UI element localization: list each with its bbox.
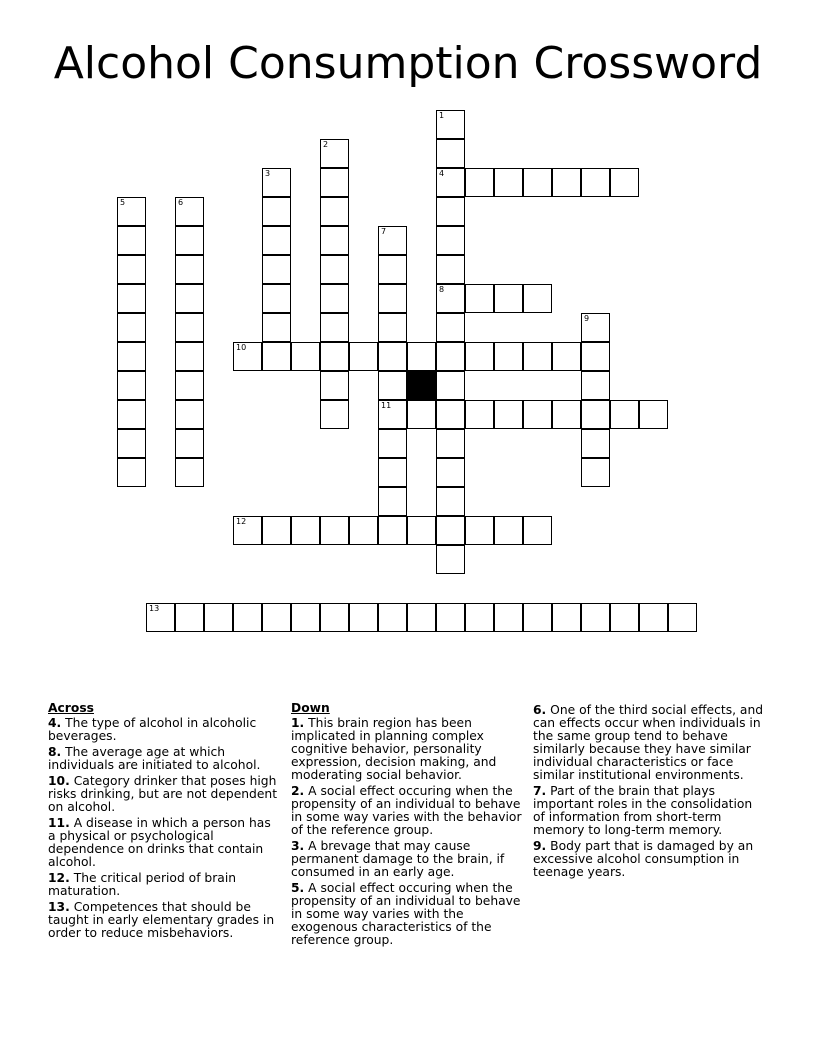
- crossword-cell[interactable]: [581, 400, 610, 429]
- crossword-cell[interactable]: [320, 226, 349, 255]
- crossword-cell[interactable]: [378, 429, 407, 458]
- crossword-cell[interactable]: [610, 400, 639, 429]
- crossword-cell[interactable]: [320, 139, 349, 168]
- crossword-cell[interactable]: [233, 603, 262, 632]
- crossword-cell[interactable]: [378, 371, 407, 400]
- crossword-cell[interactable]: [175, 255, 204, 284]
- crossword-cell[interactable]: [117, 197, 146, 226]
- crossword-cell[interactable]: [378, 313, 407, 342]
- crossword-cell[interactable]: [117, 429, 146, 458]
- crossword-cell[interactable]: [552, 603, 581, 632]
- crossword-cell[interactable]: [407, 516, 436, 545]
- crossword-cell[interactable]: [436, 400, 465, 429]
- crossword-cell[interactable]: [320, 313, 349, 342]
- crossword-cell[interactable]: [175, 226, 204, 255]
- clue-number: 3: [265, 169, 271, 178]
- clue-number: 13: [149, 604, 160, 613]
- crossword-cell[interactable]: [494, 342, 523, 371]
- crossword-cell[interactable]: [552, 168, 581, 197]
- crossword-cell[interactable]: [407, 603, 436, 632]
- across-clue: 4. The type of alcohol in alcoholic beverages.: [48, 716, 257, 743]
- clue-number: 10: [236, 343, 247, 352]
- crossword-cell[interactable]: [465, 168, 494, 197]
- crossword-cell[interactable]: [175, 400, 204, 429]
- crossword-cell[interactable]: [378, 516, 407, 545]
- clue-number: 2: [323, 140, 329, 149]
- crossword-cell[interactable]: [117, 400, 146, 429]
- crossword-cell[interactable]: [523, 603, 552, 632]
- crossword-cell[interactable]: [320, 400, 349, 429]
- crossword-cell[interactable]: [436, 255, 465, 284]
- crossword-cell[interactable]: [465, 516, 494, 545]
- crossword-cell[interactable]: [320, 371, 349, 400]
- crossword-cell[interactable]: [436, 197, 465, 226]
- crossword-cell[interactable]: [262, 255, 291, 284]
- crossword-cell[interactable]: [378, 342, 407, 371]
- down-clue: 2. A social effect occuring when the propensity of an individual to behave in some way varies with the behavior of the reference group.: [291, 784, 522, 837]
- crossword-cell[interactable]: [581, 458, 610, 487]
- crossword-cell[interactable]: [610, 168, 639, 197]
- crossword-cell[interactable]: [117, 313, 146, 342]
- crossword-cell[interactable]: [320, 168, 349, 197]
- crossword-cell[interactable]: [175, 603, 204, 632]
- crossword-cell[interactable]: [349, 603, 378, 632]
- crossword-cell[interactable]: [581, 168, 610, 197]
- crossword-cell[interactable]: [175, 284, 204, 313]
- down-clue: 9. Body part that is damaged by an excessive alcohol consumption in teenage years.: [533, 839, 754, 879]
- crossword-cell[interactable]: [291, 603, 320, 632]
- crossword-cell[interactable]: [407, 342, 436, 371]
- crossword-cell[interactable]: [436, 284, 465, 313]
- crossword-cell[interactable]: [262, 197, 291, 226]
- crossword-cell[interactable]: [233, 342, 262, 371]
- crossword-cell[interactable]: [378, 458, 407, 487]
- across-clue: 8. The average age at which individuals are initiated to alcohol.: [48, 745, 261, 772]
- crossword-cell[interactable]: [117, 284, 146, 313]
- crossword-cell[interactable]: [436, 516, 465, 545]
- clue-number: 12: [236, 517, 247, 526]
- crossword-cell[interactable]: [494, 516, 523, 545]
- crossword-cell[interactable]: [436, 313, 465, 342]
- clue-number: 5: [120, 198, 126, 207]
- crossword-cell[interactable]: [262, 168, 291, 197]
- clue-number: 7: [381, 227, 387, 236]
- down-clue: 3. A brevage that may cause permanent damage to the brain, if consumed in an early age.: [291, 839, 505, 879]
- clue-number: 1: [439, 111, 445, 120]
- crossword-cell[interactable]: [378, 255, 407, 284]
- crossword-cell[interactable]: [349, 516, 378, 545]
- clue-number: 9: [584, 314, 590, 323]
- crossword-cell[interactable]: [262, 284, 291, 313]
- crossword-cell[interactable]: [378, 603, 407, 632]
- across-heading: Across: [48, 701, 94, 715]
- across-clue: 12. The critical period of brain maturation.: [48, 871, 237, 898]
- crossword-cell[interactable]: [146, 603, 175, 632]
- crossword-cell[interactable]: [494, 168, 523, 197]
- crossword-cell[interactable]: [378, 284, 407, 313]
- crossword-cell[interactable]: [494, 400, 523, 429]
- crossword-cell[interactable]: [610, 603, 639, 632]
- crossword-cell[interactable]: [523, 400, 552, 429]
- crossword-cell[interactable]: [436, 168, 465, 197]
- crossword-cell[interactable]: [262, 516, 291, 545]
- crossword-cell[interactable]: [175, 342, 204, 371]
- crossword-cell[interactable]: [320, 603, 349, 632]
- crossword-cell[interactable]: [117, 371, 146, 400]
- crossword-cell[interactable]: [494, 603, 523, 632]
- crossword-cell[interactable]: [175, 429, 204, 458]
- crossword-cell[interactable]: [581, 429, 610, 458]
- crossword-cell[interactable]: [233, 516, 262, 545]
- filled-block: [407, 371, 436, 400]
- crossword-cell[interactable]: [320, 516, 349, 545]
- crossword-cell[interactable]: [175, 313, 204, 342]
- crossword-cell[interactable]: [117, 342, 146, 371]
- crossword-cell[interactable]: [320, 197, 349, 226]
- crossword-cell[interactable]: [494, 284, 523, 313]
- crossword-cell[interactable]: [668, 603, 697, 632]
- across-clue: 11. A disease in which a person has a physical or psychological dependence on drinks that contain alcohol.: [48, 816, 271, 869]
- crossword-cell[interactable]: [581, 603, 610, 632]
- crossword-cell[interactable]: [291, 342, 320, 371]
- crossword-cell[interactable]: [436, 342, 465, 371]
- crossword-cell[interactable]: [581, 313, 610, 342]
- crossword-cell[interactable]: [262, 226, 291, 255]
- down-heading: Down: [291, 701, 330, 715]
- crossword-cell[interactable]: [523, 342, 552, 371]
- crossword-cell[interactable]: [436, 110, 465, 139]
- crossword-cell[interactable]: [378, 226, 407, 255]
- page-title: Alcohol Consumption Crossword: [53, 38, 763, 89]
- clue-number: 6: [178, 198, 184, 207]
- crossword-cell[interactable]: [262, 603, 291, 632]
- crossword-cell[interactable]: [552, 342, 581, 371]
- crossword-cell[interactable]: [175, 458, 204, 487]
- crossword-cell[interactable]: [436, 139, 465, 168]
- crossword-cell[interactable]: [436, 226, 465, 255]
- across-clue: 10. Category drinker that poses high risks drinking, but are not dependent on alcohol.: [48, 774, 278, 814]
- crossword-cell[interactable]: [262, 313, 291, 342]
- crossword-cell[interactable]: [523, 284, 552, 313]
- crossword-cell[interactable]: [523, 516, 552, 545]
- across-clues: [48, 702, 280, 943]
- down-clue: 1. This brain region has been implicated in planning complex cognitive behavior, personality expression, decision making, and moderating social behavior.: [291, 716, 497, 782]
- crossword-cell[interactable]: [117, 458, 146, 487]
- crossword-cell[interactable]: [465, 284, 494, 313]
- down-clue: 5. A social effect occuring when the propensity of an individual to behave in some way varies with the exogenous characteristics of the reference group.: [291, 881, 521, 947]
- crossword-cell[interactable]: [320, 255, 349, 284]
- across-clue: 13. Competences that should be taught in early elementary grades in order to reduce misbehaviors.: [48, 900, 275, 940]
- down-clues: [291, 702, 523, 950]
- crossword-cell[interactable]: [436, 429, 465, 458]
- crossword-cell[interactable]: [407, 400, 436, 429]
- crossword-cell[interactable]: [204, 603, 233, 632]
- crossword-cell[interactable]: [262, 342, 291, 371]
- crossword-cell[interactable]: [378, 487, 407, 516]
- down-clue: 7. Part of the brain that plays important roles in the consolidation of information from short-term memory to long-term memory.: [533, 784, 753, 837]
- crossword-cell[interactable]: [117, 255, 146, 284]
- crossword-cell[interactable]: [378, 400, 407, 429]
- crossword-cell[interactable]: [581, 342, 610, 371]
- crossword-cell[interactable]: [639, 400, 668, 429]
- crossword-cell[interactable]: [349, 342, 378, 371]
- crossword-cell[interactable]: [320, 284, 349, 313]
- clue-number: 4: [439, 169, 445, 178]
- crossword-cell[interactable]: [175, 197, 204, 226]
- clue-number: 8: [439, 285, 445, 294]
- crossword-cell[interactable]: [436, 371, 465, 400]
- crossword-cell[interactable]: [523, 168, 552, 197]
- down-clues-continued: [533, 704, 765, 882]
- crossword-cell[interactable]: [291, 516, 320, 545]
- crossword-cell[interactable]: [175, 371, 204, 400]
- crossword-cell[interactable]: [436, 545, 465, 574]
- crossword-cell[interactable]: [320, 342, 349, 371]
- clue-number: 11: [381, 401, 392, 410]
- crossword-cell[interactable]: [465, 342, 494, 371]
- crossword-cell[interactable]: [465, 400, 494, 429]
- crossword-cell[interactable]: [552, 400, 581, 429]
- crossword-cell[interactable]: [639, 603, 668, 632]
- crossword-cell[interactable]: [465, 603, 494, 632]
- crossword-cell[interactable]: [436, 458, 465, 487]
- crossword-cell[interactable]: [117, 226, 146, 255]
- crossword-cell[interactable]: [436, 603, 465, 632]
- crossword-cell[interactable]: [436, 487, 465, 516]
- down-clue: 6. One of the third social effects, and can effects occur when individuals in the same group tend to behave similarly because they have similar individual characteristics or face similar institutional environments.: [533, 703, 764, 782]
- crossword-cell[interactable]: [581, 371, 610, 400]
